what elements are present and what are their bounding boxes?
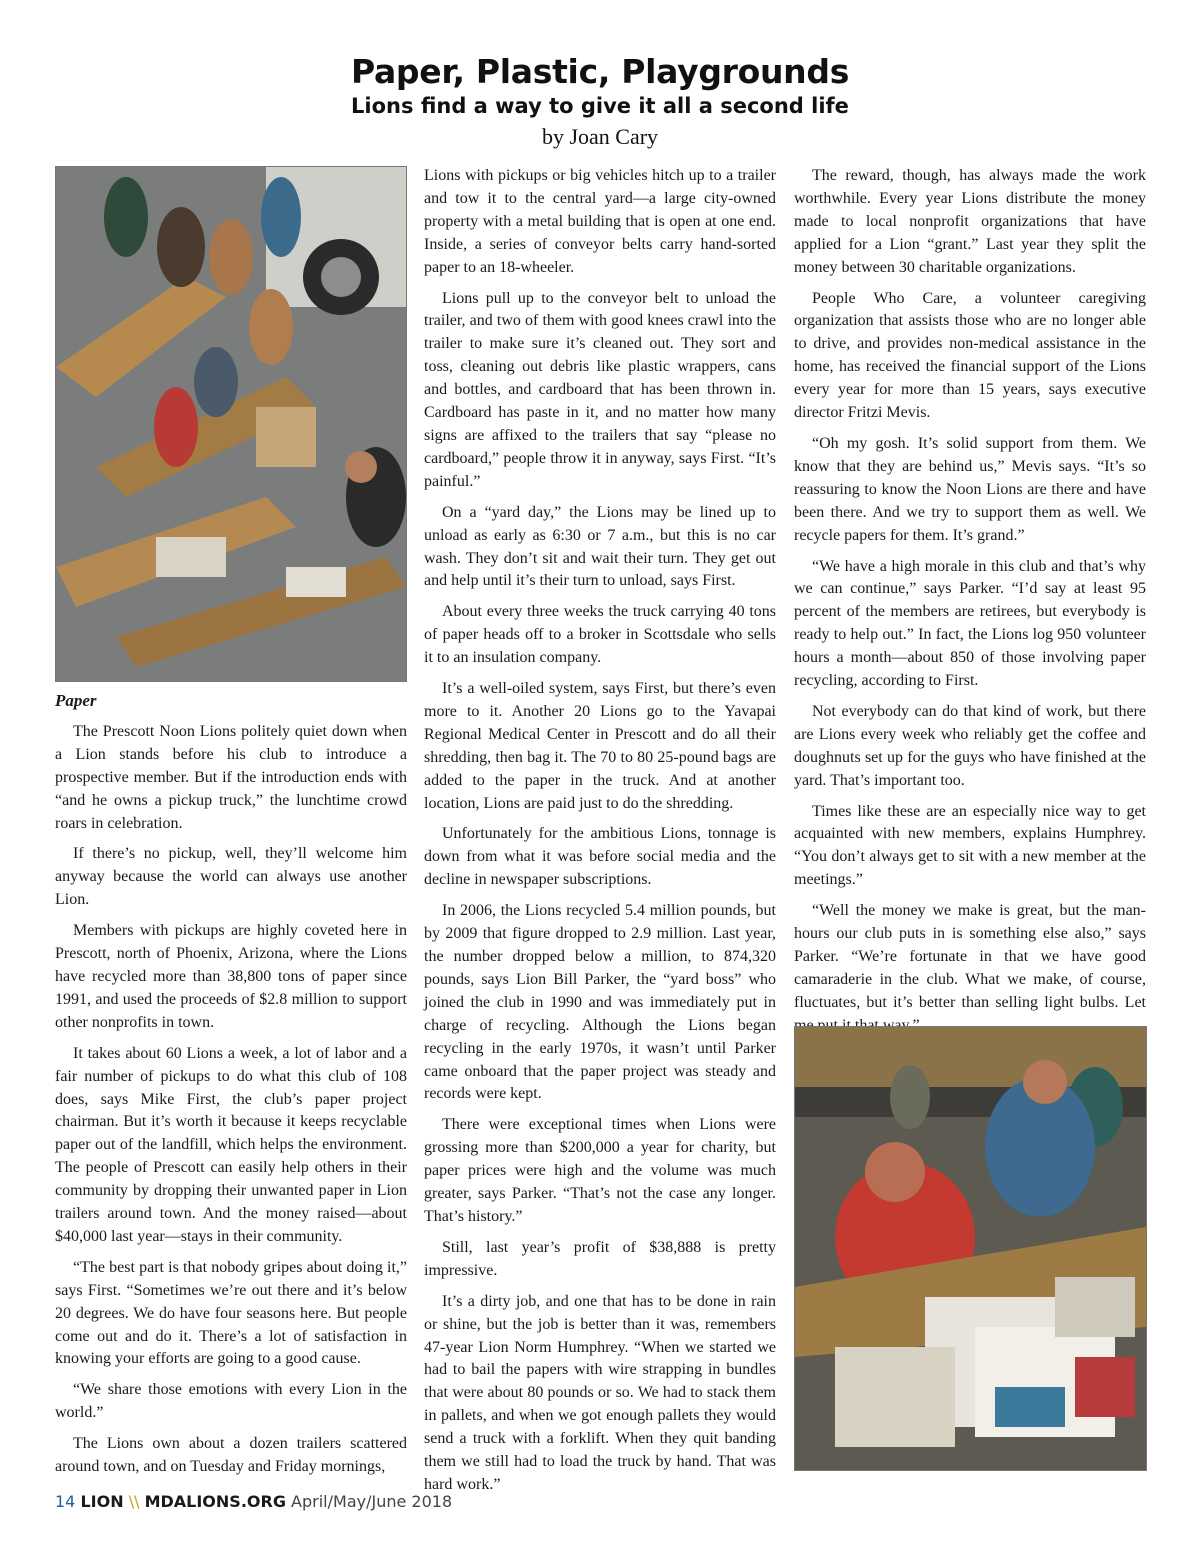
issue-date: April/May/June 2018 [291,1492,453,1511]
paragraph: About every three weeks the truck carrying 40 tons of paper heads off to a broker in Scottsdale who sells it to an insulation company. [424,603,776,667]
paragraph: Lions with pickups or big vehicles hitch up to a trailer and tow it to the central yard—a large city-owned property with a metal building that is open at one end. Inside, a series of conveyor belts carry hand-sorted paper to an 18-wheeler. [424,167,776,276]
paragraph: Unfortunately for the ambitious Lions, tonnage is down from what it was before social media and the decline in newspaper subscriptions. [424,825,776,889]
paragraph: Times like these are an especially nice way to get acquainted with new members, explains Humphrey. “You don’t always get to sit with a new member at the meetings.” [794,802,1146,889]
photo-sorting-newspapers [794,1026,1147,1471]
paragraph: Not everybody can do that kind of work, but there are Lions every week who reliably get the coffee and doughnuts set up for the guys who have finished at the yard. That’s important too. [794,702,1146,789]
article-column-2 [424,165,776,1505]
section-heading: Paper [55,691,97,710]
magazine-name: LION [80,1492,124,1511]
paragraph: Lions pull up to the conveyor belt to unload the trailer, and two of them with good knees crawl into the trailer to make sure it’s cleaned out. They sort and toss, cleaning out debris like plastic wrappers, cans and bottles, and cardboard that has been thrown in. Cardboard has paste in it, and no matter how many signs are affixed to the trailers that say “please no cardboard,” people throw it in anyway, says First. “It’s painful.” [424,289,776,490]
paragraph: People Who Care, a volunteer caregiving organization that assists those who are no longer able to drive, and provides non-medical assistance in the home, has received the financial support of the Lions every year for more than 15 years, says executive director Fritzi Mevis. [794,289,1146,422]
article-title: Paper, Plastic, Playgrounds [350,52,850,91]
article-byline: by Joan Cary [541,124,659,149]
footer-separator: \\ [128,1492,140,1511]
paragraph: The reward, though, has always made the work worthwhile. Every year Lions distribute the money made to local nonprofit organizations that have applied for a Lion “grant.” Last year they split the money between 30 charitable organizations. [794,167,1146,276]
photo-recycling-conveyor [55,166,407,682]
paragraph: “Well the money we make is great, but the man-hours our club puts in is something else also,” says Parker. “We’re fortunate in that we have good camaraderie in the club. What we make, of course, fluctuates, but it’s better than selling light bulbs. Let [794,902,1146,1011]
website-link[interactable]: MDALIONS.ORG [144,1492,286,1511]
paragraph: It takes about 60 Lions a week, a lot of labor and a fair number of pickups to do what this club of 108 does, says Mike First, the club’s paper project chairman. But it’s worth it because it keeps recyclable paper out of the landfill, which helps the environment. The people of Prescott can easily help others in their community by dropping their unwanted paper in Lion trailers around town. And the money raised—about $40,000 last year—stays in their community. [55,1044,407,1245]
page-number: 14 [55,1492,76,1511]
paragraph: Still, last year’s profit of $38,888 is pretty impressive. [424,1238,776,1279]
paragraph: “The best part is that nobody gripes about doing it,” says First. “Sometimes we’re out there and it’s below 20 degrees. We do have four seasons here. But people come out and do it. There’s a lot of satisfaction in knowing your efforts are going to a good cause. [55,1258,407,1368]
paragraph: The Lions own about a dozen trailers scattered around town, and on Tuesday and Friday mornings, [55,1435,407,1476]
photo-sorting-newspapers-illustration [795,1027,1146,1470]
article-subtitle: Lions find a way to give it all a second life [351,94,849,118]
paragraph: It’s a dirty job, and one that has to be done in rain or shine, but the job is better than it was, remembers 47-year Lion Norm Humphrey. “When we started we had to bail the papers with wire strapping in bundles that were about 80 pounds or so. We had to stack them in pallets, and when we got enough pallets they would send a truck with a forklift. When they quit banding them we still had to load the truck by hand. That was hard work.” [424,1292,776,1493]
photo-recycling-conveyor-illustration [56,167,406,681]
paragraph: If there’s no pickup, well, they’ll welcome him anyway because the world can always use another Lion. [55,845,407,909]
paragraph: “Oh my gosh. It’s solid support from them. We know that they are behind us,” Mevis says. “It’s so reassuring to know the Noon Lions are there and have been there. And we try to support them as well. We recycle papers for them. It’s grand.” [794,434,1146,544]
paragraph: “We share those emotions with every Lion in the world.” [55,1381,407,1422]
paragraph: In 2006, the Lions recycled 5.4 million pounds, but by 2009 that figure dropped to 2.9 million. Last year, the number dropped below a million, to 874,320 pounds, says Lion Bill Parker, the “yard boss” who joined the club in 1990 and was immediately put in charge of recycling. Although the Lions began recycling in the early 1970s, it wasn’t until Parker came onboard that the paper project was steady and records were kept. [424,902,776,1103]
page-footer [55,1492,452,1512]
article-column-3 [794,165,1146,1046]
paragraph: There were exceptional times when Lions were grossing more than $200,000 a year for charity, but paper prices were high and the volume was much greater, says Parker. “That’s not the case any longer. That’s history.” [424,1116,776,1225]
paragraph: It’s a well-oiled system, says First, but there’s even more to it. Another 20 Lions go to the Yavapai Regional Medical Center in Prescott and do all their shredding, then bag it. The 70 to 80 25-pound bags are added to the paper in the truck. And at another location, Lions are paid just to do the shredding. [424,680,776,812]
paragraph: Members with pickups are highly coveted here in Prescott, north of Phoenix, Arizona, where the Lions have recycled more than 38,800 tons of paper since 1991, and used the proceeds of $2.8 million to support other nonprofits in town. [55,922,407,1031]
paragraph: The Prescott Noon Lions politely quiet down when a Lion stands before his club to introduce a prospective member. But if the introduction ends with “and he owns a pickup truck,” the lunchtime crowd roars in celebration. [55,722,407,832]
paragraph: On a “yard day,” the Lions may be lined up to unload as early as 6:30 or 7 a.m., but this is no car wash. They don’t sit and wait their turn. They get out and help until it’s their turn to unload, says First. [424,503,776,590]
article-column-1 [55,690,407,1487]
paragraph: “We have a high morale in this club and that’s why we can continue,” says Parker. “I’d say at least 95 percent of the members are retirees, but everybody is ready to help out.” In fact, the Lions log 950 volunteer hours a month—about 850 of those involving paper recycling, according to First. [794,557,1146,690]
